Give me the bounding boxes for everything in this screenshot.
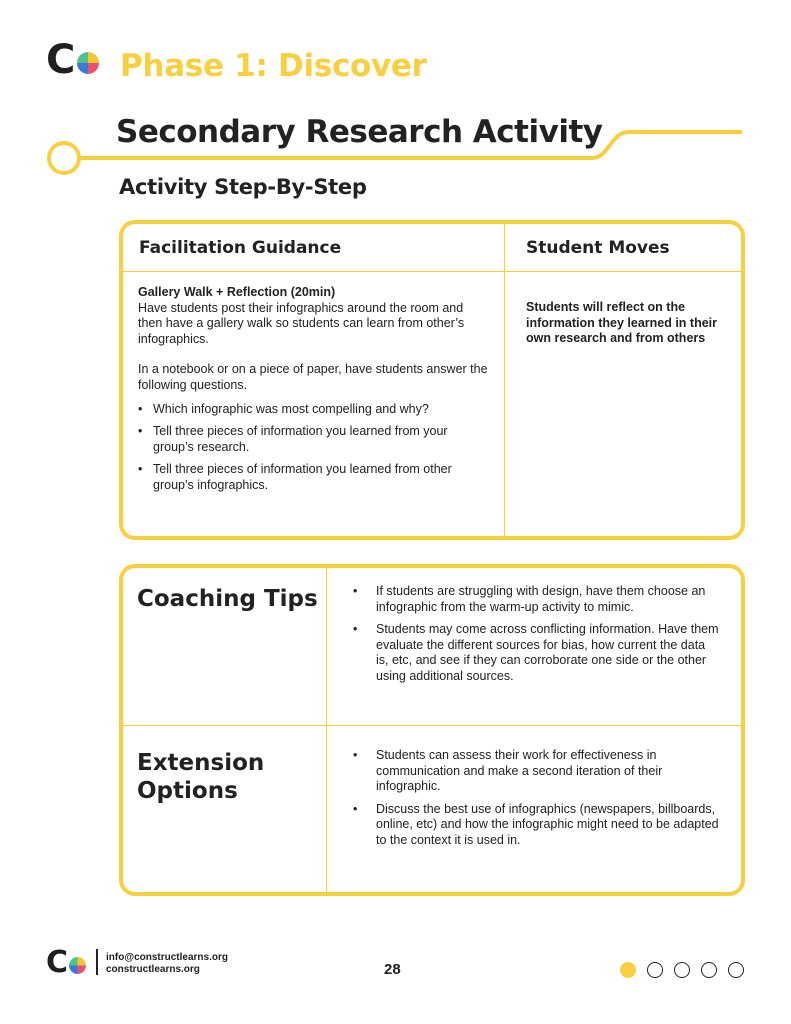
header-row-divider (123, 271, 741, 272)
footer-logo (46, 945, 86, 980)
coaching-tips-title: Coaching Tips (137, 586, 318, 612)
column-divider (123, 568, 327, 892)
footer-website-link[interactable]: constructlearns.org (106, 964, 200, 975)
footer-divider (96, 949, 98, 975)
list-item: • Students can assess their work for effectiveness in communication and make a second iteration of their infographic. (349, 748, 719, 795)
row-divider (123, 725, 741, 726)
page-dot-icon (728, 962, 744, 978)
logo-letter: C (46, 945, 69, 980)
page-dot-icon (674, 962, 690, 978)
phase-title: Phase 1: Discover (120, 48, 427, 84)
activity-table (119, 220, 745, 540)
facilitation-guidance-cell (138, 285, 488, 501)
page-dot-icon (620, 962, 636, 978)
list-item: • Tell three pieces of information you learned from other group’s infographics. (138, 462, 488, 493)
page-dot-icon (647, 962, 663, 978)
section-subtitle: Activity Step-By-Step (119, 175, 367, 199)
question-list (138, 402, 488, 494)
list-item: • Tell three pieces of information you learned from your group’s research. (138, 424, 488, 455)
tips-table (119, 564, 745, 896)
extension-options-list (349, 748, 719, 856)
page-title: Secondary Research Activity (116, 114, 603, 150)
student-moves-cell: Students will reflect on the information they learned in their own research and from others (526, 300, 717, 346)
list-item: • Discuss the best use of infographics (newspapers, billboards, online, etc) and how the infographic might need to be adapted to the context it is used in. (349, 802, 719, 849)
footer-contact (106, 952, 228, 976)
title-underline-decoration (0, 0, 791, 190)
logo-color-dot-icon (69, 957, 86, 974)
page-progress-dots (620, 962, 744, 978)
list-item: • Which infographic was most compelling and why? (138, 402, 488, 418)
list-item: • Students may come across conflicting information. Have them evaluate the different sources for bias, how current the data is, etc, and see if they can corroborate one side or the other using additional sources. (349, 622, 719, 684)
page-number: 28 (384, 961, 401, 978)
facilitation-guidance-header: Facilitation Guidance (139, 238, 342, 258)
activity-paragraph: Have students post their infographics around the room and then have a gallery walk so students can learn from other’s infographics. (138, 300, 465, 346)
activity-heading: Gallery Walk + Reflection (20min) (138, 285, 336, 299)
activity-paragraph: In a notebook or on a piece of paper, have students answer the following questions. (138, 362, 488, 392)
coaching-tips-list (349, 584, 719, 692)
logo-letter: C (46, 37, 76, 83)
list-item: • If students are struggling with design, have them choose an infographic from the warm-up activity to mimic. (349, 584, 719, 615)
footer-email-link[interactable]: info@constructlearns.org (106, 952, 228, 963)
extension-options-title: Extension Options (137, 750, 265, 804)
student-moves-header: Student Moves (526, 238, 670, 258)
page-dot-icon (701, 962, 717, 978)
